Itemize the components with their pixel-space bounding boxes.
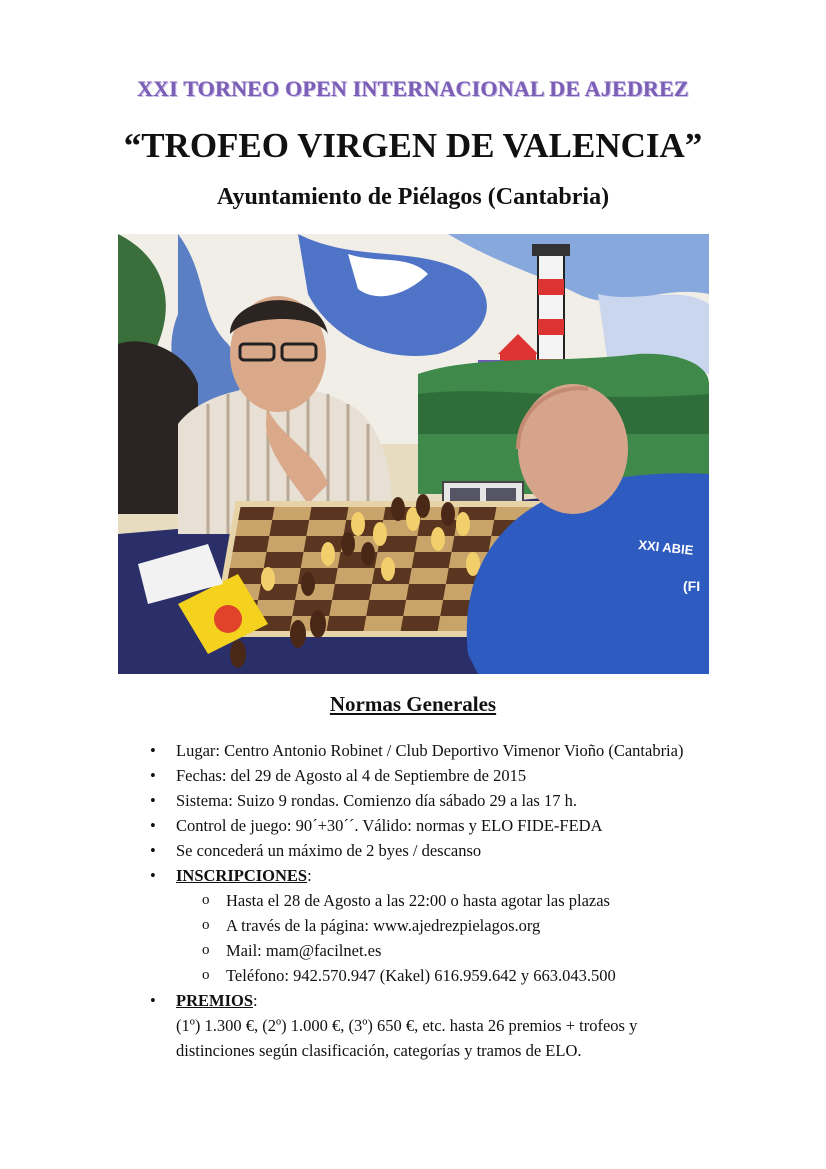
rule-item	[150, 763, 770, 788]
section-title: Normas Generales	[329, 692, 497, 716]
rule-text: Lugar: Centro Antonio Robinet / Club Deportivo Vimenor Vioño (Cantabria)	[176, 741, 684, 760]
rule-text: Sistema: Suizo 9 rondas. Comienzo día sábado 29 a las 17 h.	[176, 791, 577, 810]
bullet-icon: •	[150, 841, 156, 860]
premios-label: PREMIOS	[176, 991, 254, 1010]
sub-item	[150, 963, 770, 988]
premios-heading: • PREMIOS:	[150, 988, 770, 1013]
sub-item-text: Mail: mam@facilnet.es	[226, 941, 382, 960]
trophy-title: “TROFEO VIRGEN DE VALENCIA”	[123, 126, 703, 165]
rules-list	[150, 738, 770, 1063]
inscripciones-label: INSCRIPCIONES	[176, 866, 308, 885]
circle-bullet-icon: o	[202, 942, 210, 958]
circle-bullet-icon: o	[202, 967, 210, 983]
circle-bullet-icon: o	[202, 892, 210, 908]
chess-players-photo	[118, 234, 709, 674]
rule-item	[150, 738, 770, 763]
rule-text: Fechas: del 29 de Agosto al 4 de Septiembre de 2015	[176, 766, 527, 785]
organizer-subtitle: Ayuntamiento de Piélagos (Cantabria)	[216, 184, 610, 210]
sub-item	[150, 938, 770, 963]
bullet-icon: •	[150, 741, 156, 760]
sub-item-text: Hasta el 28 de Agosto a las 22:00 o hasta agotar las plazas	[226, 891, 610, 910]
rule-text: Control de juego: 90´+30´´. Válido: normas y ELO FIDE-FEDA	[176, 816, 603, 835]
rule-item	[150, 788, 770, 813]
tournament-title: XXI TORNEO OPEN INTERNACIONAL DE AJEDREZ	[137, 76, 689, 101]
sub-item-text: A través de la página: www.ajedrezpielagos.org	[226, 916, 541, 935]
bullet-icon: •	[150, 816, 156, 835]
rule-text: Se concederá un máximo de 2 byes / descanso	[176, 841, 482, 860]
rule-item	[150, 838, 770, 863]
premios-text: (1º) 1.300 €, (2º) 1.000 €, (3º) 650 €, etc. hasta 26 premios + trofeos y distinciones según clasificación, categorías y tramos de ELO.	[176, 1016, 638, 1060]
sub-item	[150, 913, 770, 938]
circle-bullet-icon: o	[202, 917, 210, 933]
shirt-text-line-2: (FI	[683, 578, 701, 594]
inscripciones-heading: • INSCRIPCIONES:	[150, 863, 770, 888]
bullet-icon: •	[150, 791, 156, 810]
bullet-icon: •	[150, 866, 156, 885]
rule-item	[150, 813, 770, 838]
bullet-icon: •	[150, 766, 156, 785]
bullet-icon: •	[150, 991, 156, 1010]
sub-item-text: Teléfono: 942.570.947 (Kakel) 616.959.642 y 663.043.500	[226, 966, 616, 985]
shirt-text-line-1: XXI ABIE	[637, 537, 695, 558]
sub-item	[150, 888, 770, 913]
